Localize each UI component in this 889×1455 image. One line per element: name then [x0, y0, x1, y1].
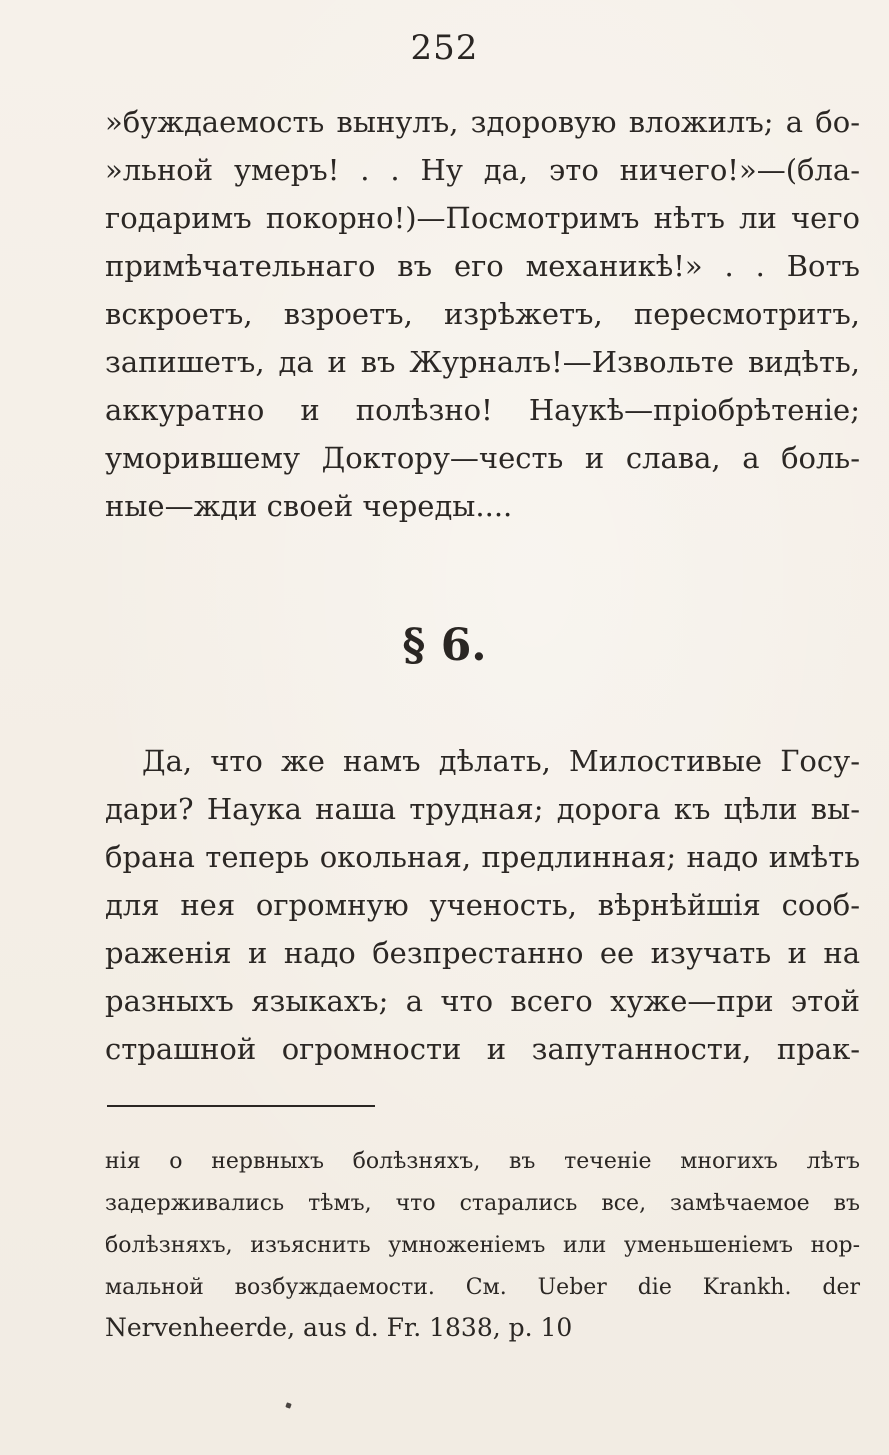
footnote-line: Nervenheerde, aus d. Fr. 1838, p. 10	[105, 1313, 573, 1342]
page-number: 252	[410, 28, 479, 68]
text-line: брана теперь окольная, предлинная; надо имѣть	[105, 840, 860, 874]
ink-speck	[285, 1402, 291, 1408]
text-line: вскроетъ, взроетъ, изрѣжетъ, пересмотритъ,	[105, 297, 860, 331]
text-line: аккуратно и полѣзно! Наукѣ—пріобрѣтеніе;	[105, 393, 860, 427]
text-line: для нея огромную ученость, вѣрнѣйшія сооб-	[105, 888, 860, 922]
text-line: Да, что же намъ дѣлать, Милостивые Госу-	[142, 744, 860, 778]
text-line: »буждаемость вынулъ, здоровую вложилъ; а бо-	[105, 105, 860, 139]
footnote-line: болѣзняхъ, изъяснить умноженіемъ или уменьшеніемъ нор-	[105, 1233, 860, 1258]
text-line: дари? Наука наша трудная; дорога къ цѣли вы-	[105, 792, 860, 826]
text-line: примѣчательнаго въ его механикѣ!» . . Вотъ	[105, 249, 860, 283]
section-heading: § 6.	[402, 620, 487, 671]
text-line: годаримъ покорно!)—Посмотримъ нѣтъ ли чего	[105, 201, 860, 235]
text-line: запишетъ, да и въ Журналъ!—Извольте видѣть,	[105, 345, 860, 379]
text-line: страшной огромности и запутанности, прак-	[105, 1032, 860, 1066]
text-line: ные—жди своей череды....	[105, 489, 513, 523]
text-line: уморившему Доктору—честь и слава, а боль-	[105, 441, 860, 475]
footnote-line: мальной возбуждаемости. См. Ueber die Krankh. der	[105, 1275, 860, 1300]
text-line: »льной умеръ! . . Ну да, это ничего!»—(бла-	[105, 153, 860, 187]
text-line: разныхъ языкахъ; а что всего хуже—при этой	[105, 984, 860, 1018]
footnote-line: нія о нервныхъ болѣзняхъ, въ теченіе многихъ лѣтъ	[105, 1149, 860, 1174]
footnote-divider	[107, 1105, 375, 1107]
text-line: раженія и надо безпрестанно ее изучать и на	[105, 936, 860, 970]
footnote-line: задерживались тѣмъ, что старались все, замѣчаемое въ	[105, 1191, 860, 1216]
